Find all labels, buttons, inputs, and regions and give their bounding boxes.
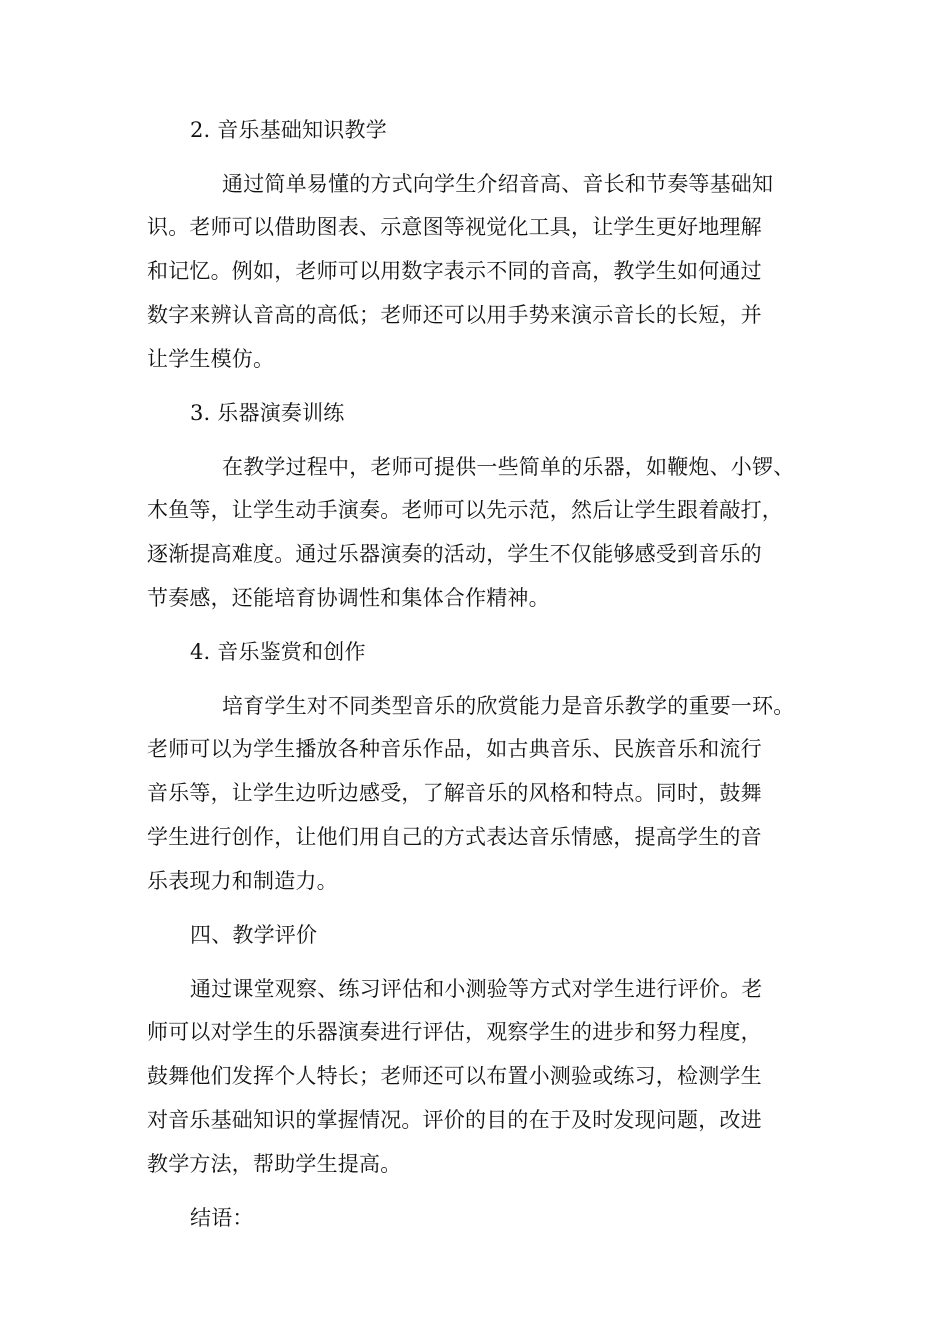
paragraph-line: 教学方法，帮助学生提高。 — [147, 1152, 402, 1176]
paragraph-line: 通过课堂观察、练习评估和小测验等方式对学生进行评价。老 — [190, 977, 763, 1001]
paragraph-line: 逐渐提高难度。通过乐器演奏的活动，学生不仅能够感受到音乐的 — [147, 542, 762, 566]
paragraph-line: 识。老师可以借助图表、示意图等视觉化工具，让学生更好地理解 — [147, 215, 762, 239]
paragraph-line: 和记忆。例如，老师可以用数字表示不同的音高，教学生如何通过 — [147, 259, 762, 283]
section-heading-conclusion: 结语： — [190, 1206, 254, 1230]
paragraph-line: 音乐等，让学生边听边感受，了解音乐的风格和特点。同时，鼓舞 — [147, 781, 762, 805]
section-heading-teaching-evaluation: 四、教学评价 — [190, 923, 318, 947]
paragraph-line: 通过简单易懂的方式向学生介绍音高、音长和节奏等基础知 — [222, 172, 774, 196]
paragraph-line: 在教学过程中，老师可提供一些简单的乐器，如鞭炮、小锣、 — [222, 455, 795, 479]
section-heading-appreciation-creation: 4. 音乐鉴赏和创作 — [190, 640, 366, 664]
section-heading-music-basics: 2. 音乐基础知识教学 — [190, 118, 387, 142]
paragraph-line: 对音乐基础知识的掌握情况。评价的目的在于及时发现问题，改进 — [147, 1108, 762, 1132]
paragraph-line: 鼓舞他们发挥个人特长；老师还可以布置小测验或练习，检测学生 — [147, 1064, 762, 1088]
paragraph-line: 让学生模仿。 — [147, 347, 275, 371]
paragraph-line: 节奏感，还能培育协调性和集体合作精神。 — [147, 586, 550, 610]
section-heading-instrument-training: 3. 乐器演奏训练 — [190, 401, 345, 425]
paragraph-line: 师可以对学生的乐器演奏进行评估，观察学生的进步和努力程度， — [147, 1020, 762, 1044]
paragraph-line: 木鱼等，让学生动手演奏。老师可以先示范，然后让学生跟着敲打， — [147, 498, 783, 522]
paragraph-line: 学生进行创作，让他们用自己的方式表达音乐情感，提高学生的音 — [147, 825, 762, 849]
paragraph-line: 培育学生对不同类型音乐的欣赏能力是音乐教学的重要一环。 — [222, 694, 795, 718]
paragraph-line: 数字来辨认音高的高低；老师还可以用手势来演示音长的长短，并 — [147, 303, 762, 327]
paragraph-line: 老师可以为学生播放各种音乐作品，如古典音乐、民族音乐和流行 — [147, 737, 762, 761]
paragraph-line: 乐表现力和制造力。 — [147, 869, 338, 893]
